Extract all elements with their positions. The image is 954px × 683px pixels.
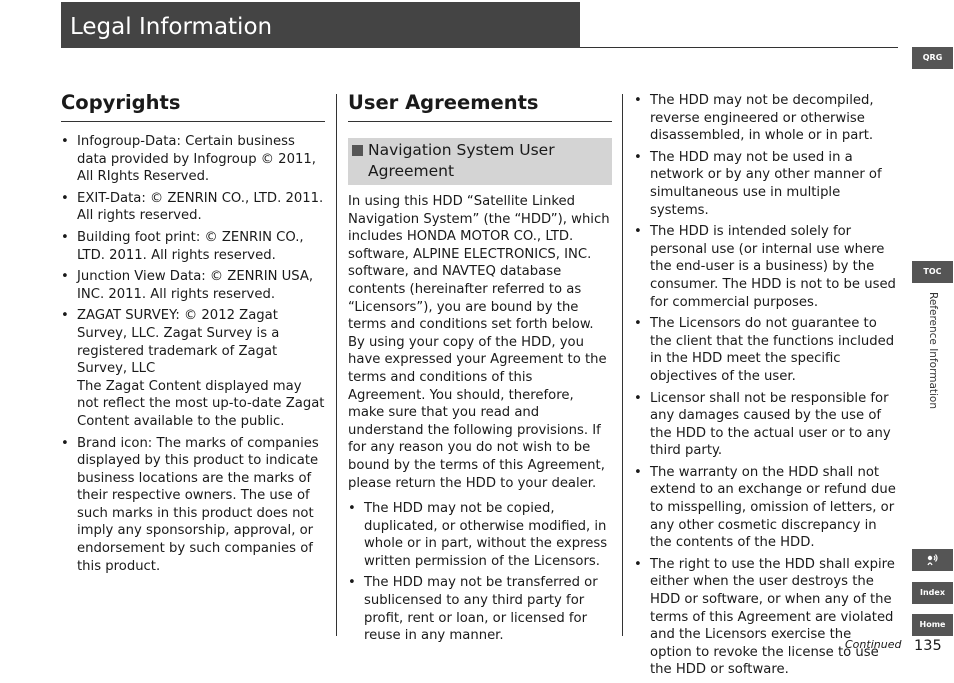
user-agreements-column: [348, 91, 612, 649]
list-item: • The HDD may not be transferred or sublicensed to any third party for profit, rent or loan, or licensed for reuse in any manner.: [348, 575, 598, 644]
qrg-tab[interactable]: QRG: [912, 47, 953, 69]
list-item: • The right to use the HDD shall expire either when the user destroys the HDD or software, or when any of the terms of this Agreement are violated and the Licensors exercise the option to revoke the license to use the HDD or software.: [634, 556, 895, 678]
list-item: • The Licensors do not guarantee to the client that the functions included in the HDD meet the specific objectives of the user.: [634, 316, 895, 384]
column-divider: [336, 94, 337, 636]
list-item: • Licensor shall not be responsible for any damages caused by the use of the HDD to the actual user or to any third party.: [634, 390, 891, 459]
agreement-terms-list-continued: [634, 92, 896, 679]
copyrights-list: [61, 133, 325, 575]
subheading-box: [348, 138, 612, 185]
list-item: • EXIT-Data: © ZENRIN CO., LTD. 2011. All rights reserved.: [61, 190, 324, 224]
index-tab[interactable]: Index: [912, 582, 953, 604]
list-item: • The HDD may not be used in a network or by any other manner of simultaneous use in multiple systems.: [634, 149, 882, 218]
home-tab[interactable]: Home: [912, 614, 953, 636]
agreement-terms-continued: [634, 92, 896, 683]
list-item: • The warranty on the HDD shall not extend to an exchange or refund due to misspelling, omission of letters, or any other cosmetic discrepancy in the contents of the HDD.: [634, 464, 896, 551]
header-rule: [580, 47, 898, 48]
zagat-note: The Zagat Content displayed may not reflect the most up-to-date Zagat Content available to the public.: [77, 378, 325, 429]
page-title: Legal Information: [70, 14, 273, 40]
user-agreements-heading-rule: [348, 121, 612, 122]
copyrights-column: [61, 91, 325, 579]
list-item: • Brand icon: The marks of companies displayed by this product to indicate business locations are the marks of their respective owners. The use of such marks in this product does not imply any sponsorship, approval, or endorsement by such companies of this product.: [61, 435, 319, 574]
list-item: • The HDD may not be decompiled, reverse engineered or otherwise disassembled, in whole or in part.: [634, 93, 874, 144]
square-bullet-icon: [352, 145, 363, 156]
column-divider: [622, 94, 623, 636]
continued-label: Continued: [845, 638, 902, 651]
agreement-terms-list: [348, 500, 612, 645]
copyrights-heading-rule: [61, 121, 325, 122]
header-bar: [61, 2, 580, 48]
copyrights-heading: Copyrights: [61, 91, 181, 114]
list-item: • The HDD may not be copied, duplicated, or otherwise modified, in whole or in part, without the express written permission of the Licensors.: [348, 501, 608, 569]
list-item: • The HDD is intended solely for personal use (or internal use where the end-user is a business) by the consumer. The HDD is not to be used for commercial purposes.: [634, 224, 896, 310]
user-agreements-heading: User Agreements: [348, 91, 539, 114]
list-item: • Infogroup-Data: Certain business data provided by Infogroup © 2011, All RIghts Reserved.: [61, 134, 316, 185]
navigation-agreement-subheading: Navigation System User Agreement: [368, 141, 555, 180]
voice-command-icon: [926, 553, 940, 567]
list-item: • ZAGAT SURVEY: © 2012 Zagat Survey, LLC. Zagat Survey is a registered trademark of Zagat Survey, LLC The Zagat Content displayed may not reflect the most up-to-date Zagat Content available to the public.: [61, 308, 325, 429]
list-item: • Junction View Data: © ZENRIN USA, INC. 2011. All rights reserved.: [61, 269, 314, 302]
voice-command-tab[interactable]: [912, 549, 953, 571]
page-number: 135: [914, 638, 942, 654]
toc-tab[interactable]: TOC: [912, 261, 953, 283]
agreement-paragraph: In using this HDD “Satellite Linked Navigation System” (the “HDD”), which includes HONDA MOTOR CO., LTD. software, ALPINE ELECTRONICS, INC. software, and NAVTEQ database contents (hereinafter referred to as “Licensors”), you are bound by the terms and conditions set forth below. By using your copy of the HDD, you have expressed your Agreement to the terms and conditions of this Agreement. You should, therefore, make sure that you read and understand the following provisions. If for any reason you do not wish to be bound by the terms of this Agreement, please return the HDD to your dealer.: [348, 194, 610, 491]
section-label: Reference Information: [927, 292, 939, 409]
list-item: • Building foot print: © ZENRIN CO., LTD. 2011. All rights reserved.: [61, 229, 304, 263]
